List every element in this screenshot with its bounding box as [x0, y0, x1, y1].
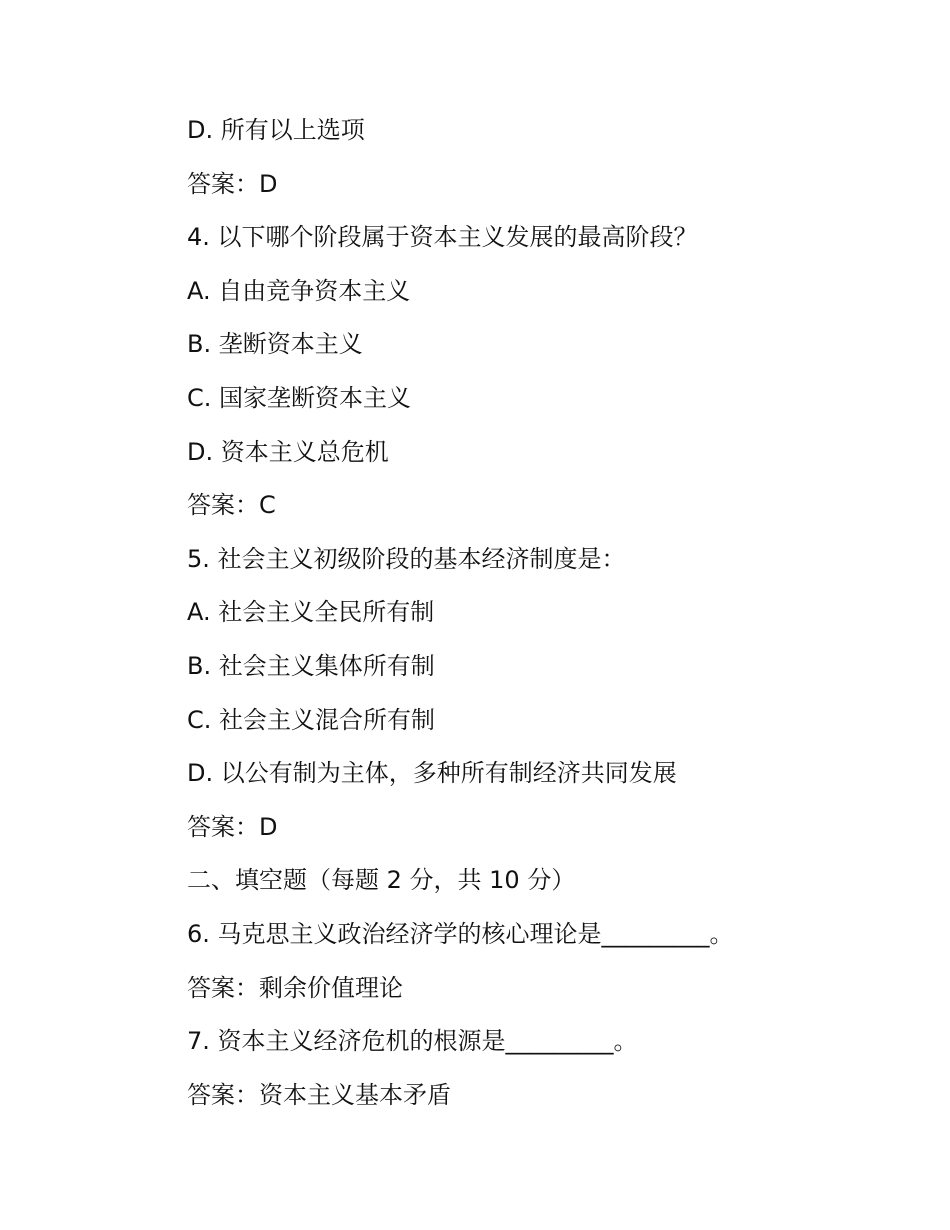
answer-3: 答案：D: [187, 169, 278, 198]
option-5a: A. 社会主义全民所有制: [187, 598, 435, 627]
answer-6: 答案：剩余价值理论: [187, 973, 403, 1002]
question-6: 6. 马克思主义政治经济学的核心理论是_________。: [187, 919, 734, 948]
option-4b: B. 垄断资本主义: [187, 330, 363, 359]
section-heading-fill-in-blank: 二、填空题（每题 2 分，共 10 分）: [187, 866, 576, 895]
answer-7: 答案：资本主义基本矛盾: [187, 1080, 451, 1109]
option-5b: B. 社会主义集体所有制: [187, 651, 435, 680]
answer-4: 答案：C: [187, 491, 276, 520]
option-5c: C. 社会主义混合所有制: [187, 705, 436, 734]
option-4a: A. 自由竞争资本主义: [187, 276, 411, 305]
question-7: 7. 资本主义经济危机的根源是_________。: [187, 1027, 638, 1056]
question-5: 5. 社会主义初级阶段的基本经济制度是：: [187, 544, 626, 573]
option-4c: C. 国家垄断资本主义: [187, 383, 412, 412]
option-5d: D. 以公有制为主体，多种所有制经济共同发展: [187, 759, 677, 788]
option-4d: D. 资本主义总危机: [187, 437, 389, 466]
document-body: [187, 110, 887, 1128]
question-4: 4. 以下哪个阶段属于资本主义发展的最高阶段？: [187, 223, 698, 252]
answer-5: 答案：D: [187, 812, 278, 841]
option-3d: D. 所有以上选项: [187, 116, 365, 144]
